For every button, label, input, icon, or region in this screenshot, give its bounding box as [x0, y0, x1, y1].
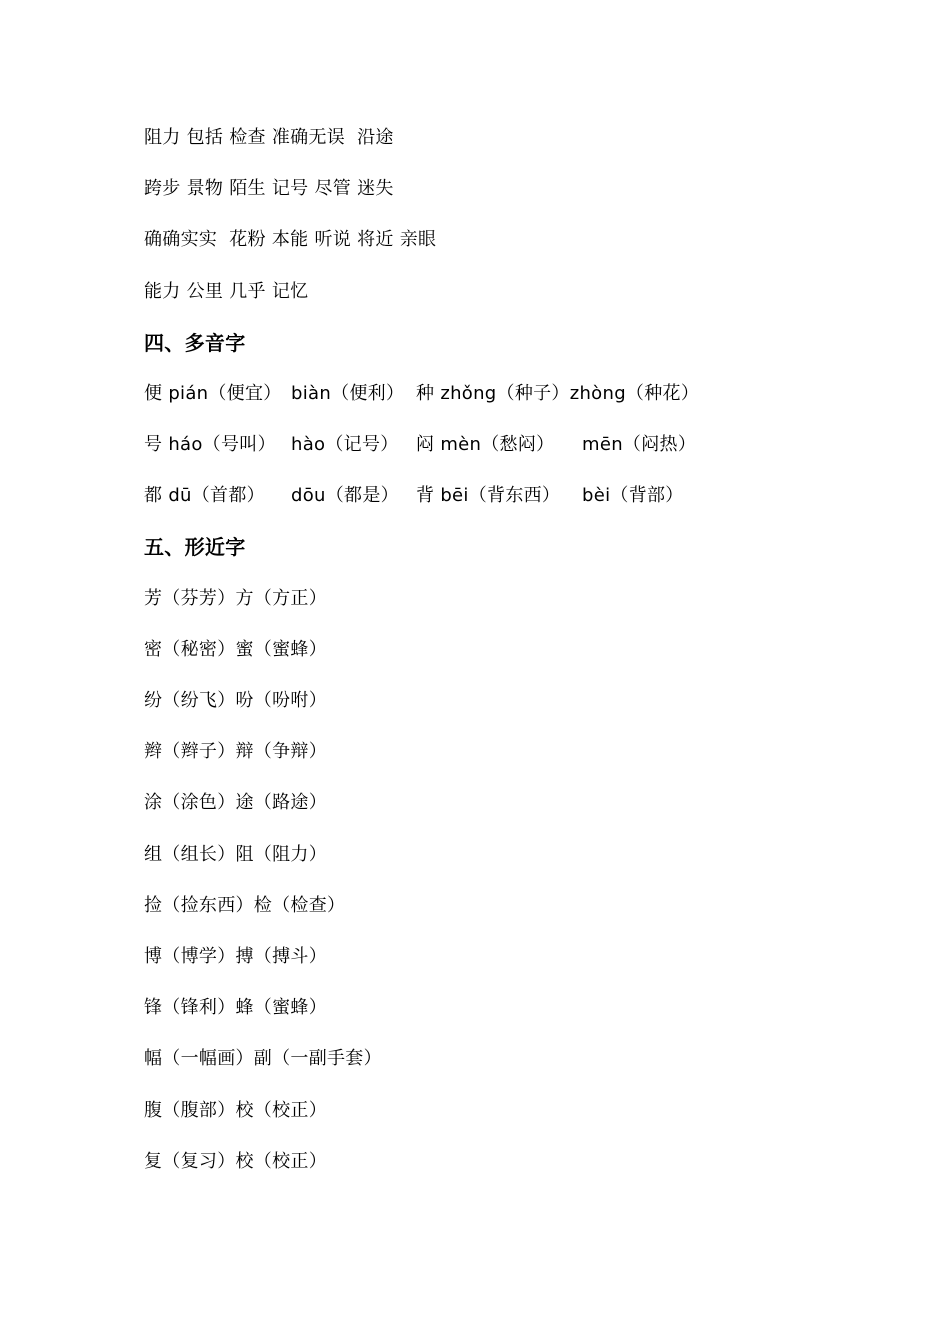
vocab-line: 能力 公里 几乎 记忆 [144, 281, 309, 302]
similar-item: 组（组长）阻（阻力） [144, 844, 327, 865]
section-heading-similar: 五、形近字 [144, 535, 246, 559]
vocab-line: 确确实实 花粉 本能 听说 将近 亲眼 [144, 229, 437, 250]
similar-item: 锋（锋利）蜂（蜜蜂） [144, 997, 327, 1018]
polyphonic-entry: 闷 mèn（愁闷） [416, 434, 555, 455]
polyphonic-entry: hào（记号） [291, 434, 399, 455]
similar-item: 涂（涂色）途（路途） [144, 792, 327, 813]
similar-item: 幅（一幅画）副（一副手套） [144, 1048, 382, 1069]
polyphonic-entry: mēn（闷热） [582, 434, 697, 455]
similar-item: 捡（捡东西）检（检查） [144, 895, 346, 916]
section-heading-polyphonic: 四、多音字 [144, 331, 246, 355]
polyphonic-entry: 号 háo（号叫） [144, 434, 276, 455]
vocab-line: 跨步 景物 陌生 记号 尽管 迷失 [144, 178, 394, 199]
vocab-line: 阻力 包括 检查 准确无误 沿途 [144, 127, 394, 148]
similar-item: 密（秘密）蜜（蜜蜂） [144, 639, 327, 660]
similar-item: 辫（辫子）辩（争辩） [144, 741, 327, 762]
similar-item: 纷（纷飞）吩（吩咐） [144, 690, 327, 711]
similar-item: 博（博学）搏（搏斗） [144, 946, 327, 967]
polyphonic-entry: bèi（背部） [582, 485, 684, 506]
similar-item: 芳（芬芳）方（方正） [144, 588, 327, 609]
polyphonic-row [144, 433, 744, 457]
polyphonic-entry: 背 bēi（背东西） [416, 485, 561, 506]
polyphonic-row [144, 484, 744, 508]
polyphonic-entry: dōu（都是） [291, 485, 399, 506]
polyphonic-entry: 都 dū（首都） [144, 485, 265, 506]
polyphonic-row [144, 382, 744, 406]
polyphonic-entry: 便 pián（便宜） [144, 383, 282, 404]
similar-item: 复（复习）校（校正） [144, 1151, 327, 1172]
similar-item: 腹（腹部）校（校正） [144, 1100, 327, 1121]
polyphonic-entry: 种 zhǒng（种子）zhòng（种花） [416, 383, 700, 404]
polyphonic-entry: biàn（便利） [291, 383, 405, 404]
